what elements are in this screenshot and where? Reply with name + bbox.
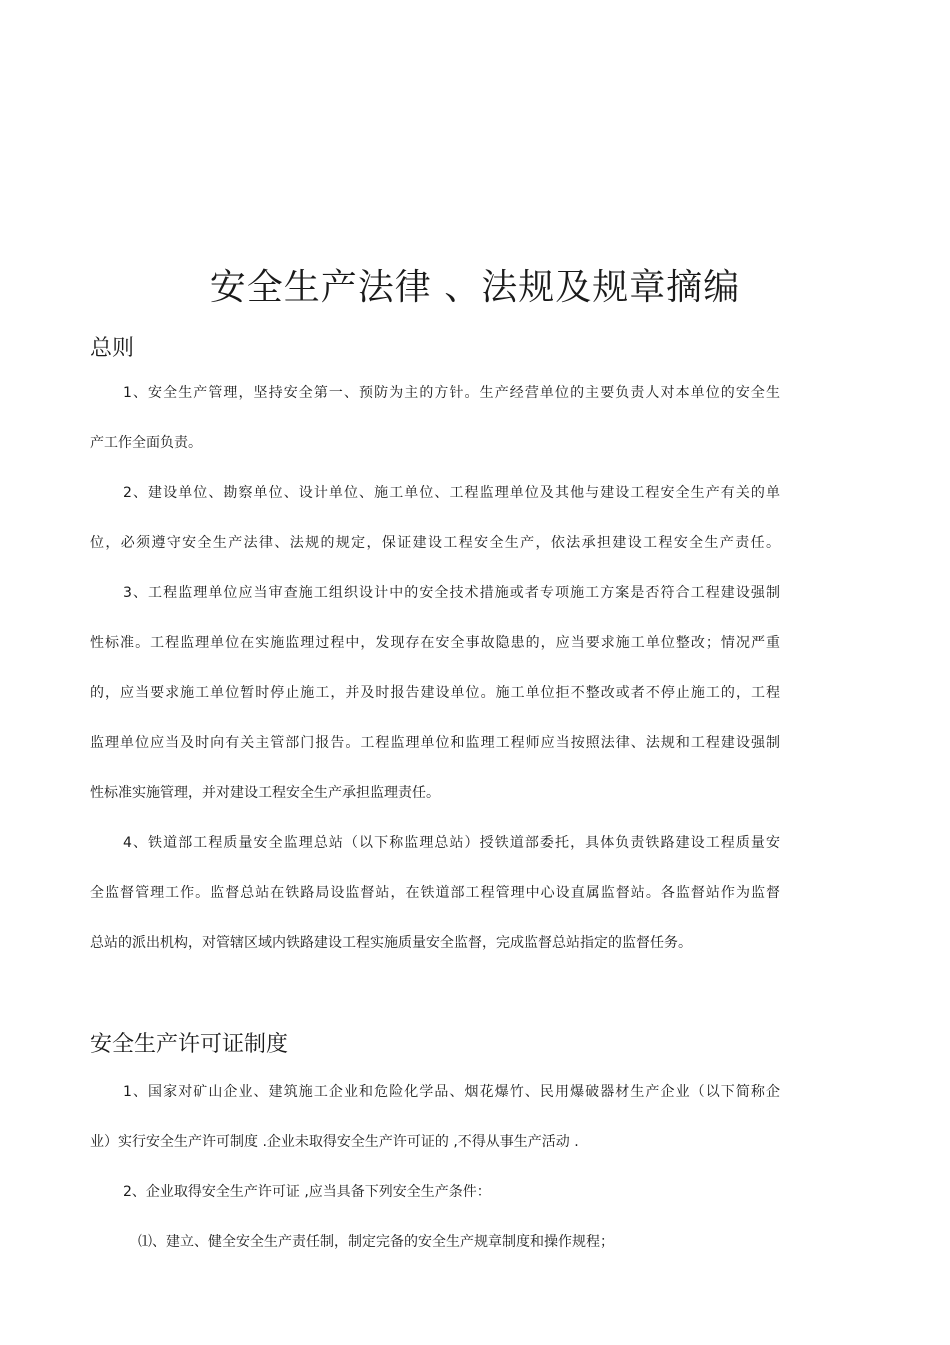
paragraph-line: 监理单位应当及时向有关主管部门报告。工程监理单位和监理工程师应当按照法律、法规和工程建设强制	[90, 735, 780, 751]
paragraph-line: 性标准。工程监理单位在实施监理过程中，发现存在安全事故隐患的，应当要求施工单位整改；情况严重	[90, 635, 780, 651]
paragraph-line: 性标准实施管理，并对建设工程安全生产承担监理责任。	[90, 785, 440, 801]
paragraph-line: 总站的派出机构，对管辖区域内铁路建设工程实施质量安全监督，完成监督总站指定的监督任务。	[90, 935, 692, 951]
paragraph-line: 全监督管理工作。监督总站在铁路局设监督站，在铁道部工程管理中心设直属监督站。各监督站作为监督	[90, 885, 780, 901]
paragraph-line: 3、工程监理单位应当审查施工组织设计中的安全技术措施或者专项施工方案是否符合工程建设强制	[123, 585, 780, 601]
paragraph-line: ⑴、建立、健全安全生产责任制，制定完备的安全生产规章制度和操作规程；	[138, 1234, 614, 1250]
paragraph-line: 位，必须遵守安全生产法律、法规的规定，保证建设工程安全生产，依法承担建设工程安全生产责任。	[90, 535, 780, 551]
section-heading-general: 总则	[90, 336, 135, 361]
paragraph-line: 产工作全面负责。	[90, 435, 202, 451]
paragraph-line: 1、安全生产管理，坚持安全第一、预防为主的方针。生产经营单位的主要负责人对本单位的安全生	[123, 385, 780, 401]
paragraph-line: 的，应当要求施工单位暂时停止施工，并及时报告建设单位。施工单位拒不整改或者不停止施工的，工程	[90, 685, 780, 701]
paragraph-line: 1、国家对矿山企业、建筑施工企业和危险化学品、烟花爆竹、民用爆破器材生产企业（以下简称企	[123, 1084, 780, 1100]
document-title: 安全生产法律 、法规及规章摘编	[209, 267, 741, 308]
section-heading-license: 安全生产许可证制度	[90, 1032, 289, 1057]
paragraph-line: 2、建设单位、勘察单位、设计单位、施工单位、工程监理单位及其他与建设工程安全生产有关的单	[123, 485, 780, 501]
paragraph-line: 4、铁道部工程质量安全监理总站（以下称监理总站）授铁道部委托，具体负责铁路建设工程质量安	[123, 835, 780, 851]
paragraph-line: 业）实行安全生产许可制度 .企业未取得安全生产许可证的 ,不得从事生产活动 .	[90, 1134, 579, 1150]
paragraph-line: 2、企业取得安全生产许可证 ,应当具备下列安全生产条件：	[123, 1184, 491, 1200]
